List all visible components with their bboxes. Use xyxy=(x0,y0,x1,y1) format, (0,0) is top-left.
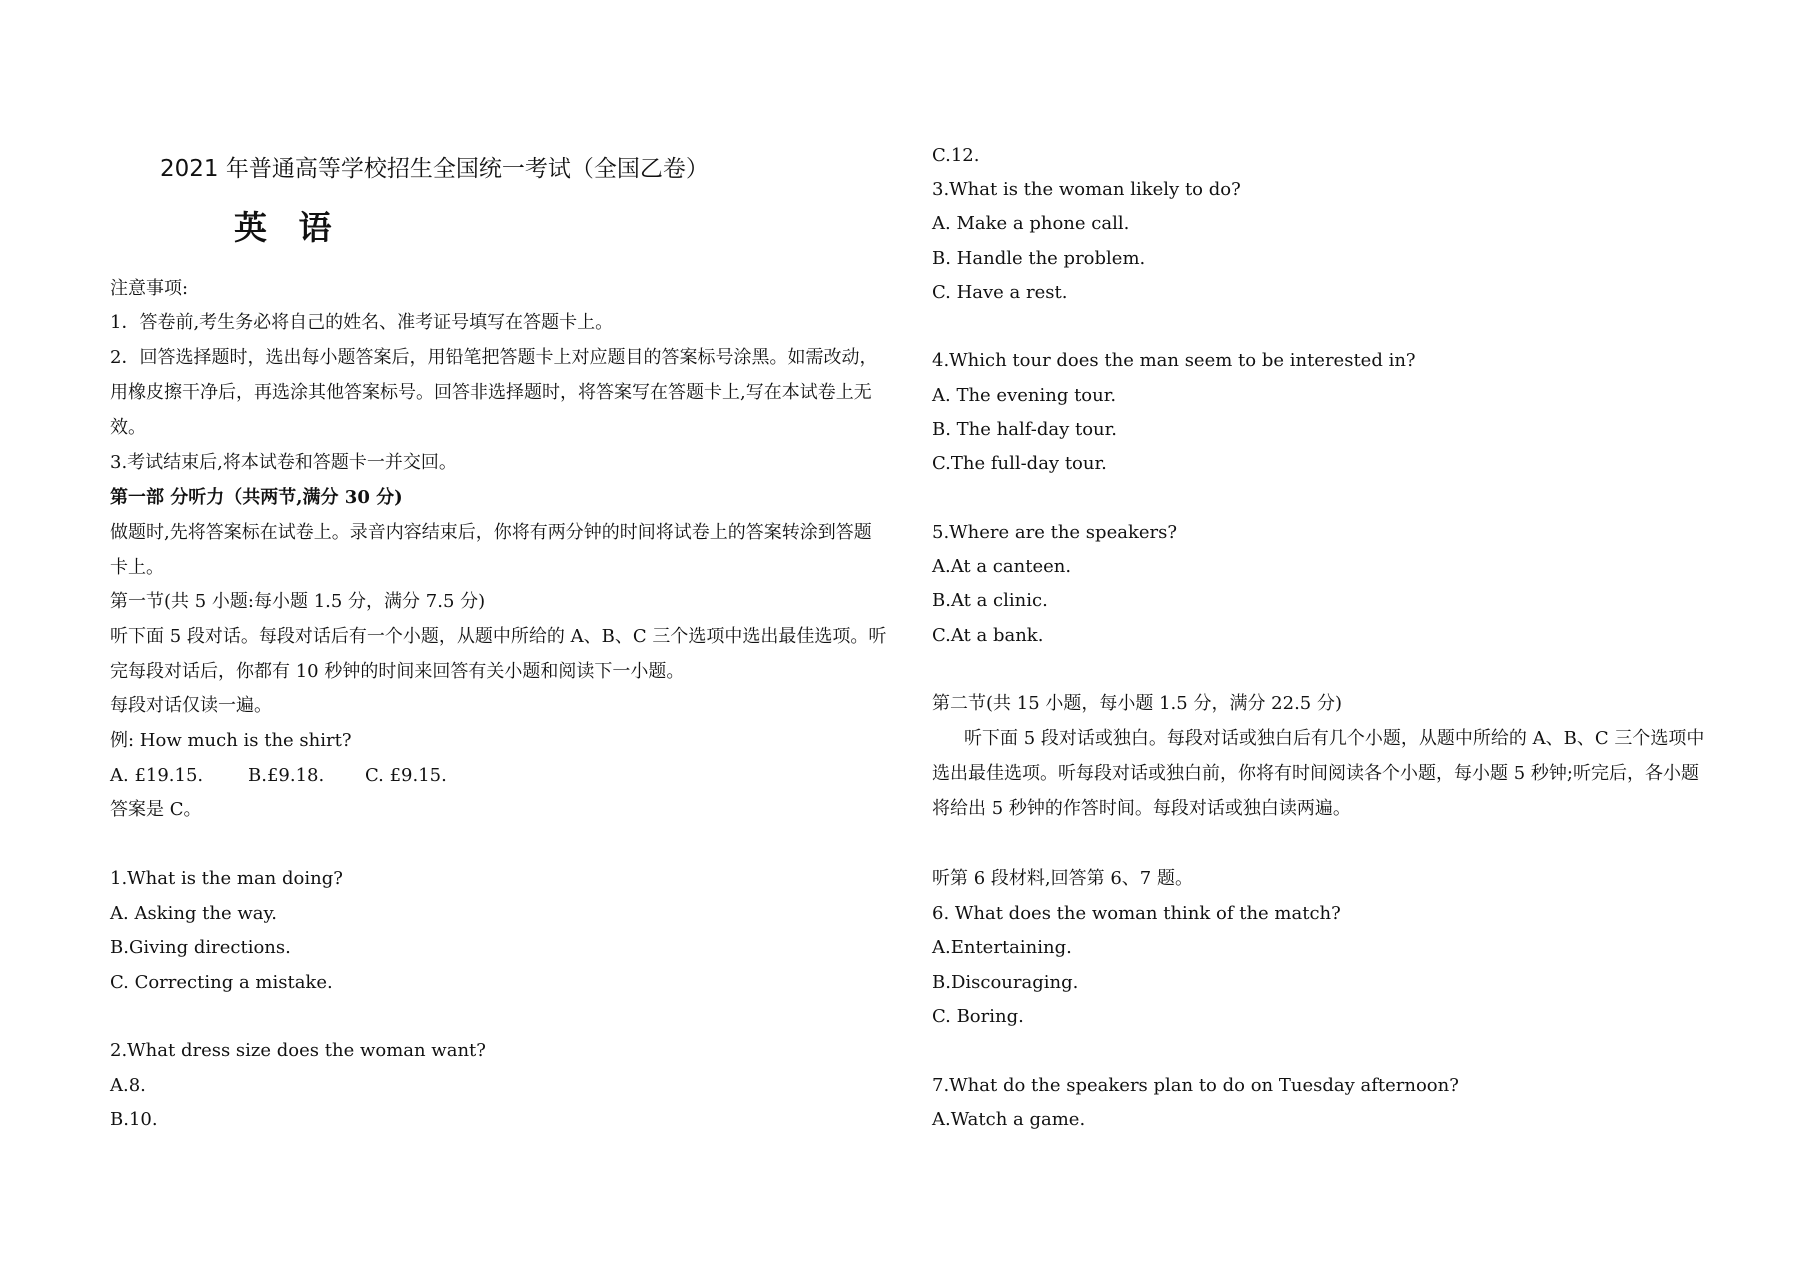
question-2-option-a: A.8. xyxy=(110,1075,146,1096)
question-7-option-a: A.Watch a game. xyxy=(932,1109,1086,1130)
question-3: 3.What is the woman likely to do? xyxy=(932,179,1241,200)
notice-item: 1．答卷前,考生务必将自己的姓名、准考证号填写在答题卡上。 xyxy=(110,312,614,333)
question-5: 5.Where are the speakers? xyxy=(932,522,1178,543)
notice-heading: 注意事项: xyxy=(110,278,189,299)
question-4-option-a: A. The evening tour. xyxy=(932,385,1117,406)
exam-title: 2021 年普通高等学校招生全国统一考试（全国乙卷） xyxy=(160,156,709,182)
question-5-option-b: B.At a clinic. xyxy=(932,590,1048,611)
notice-item: 用橡皮擦干净后，再选涂其他答案标号。回答非选择题时，将答案写在答题卡上,写在本试卷上无 xyxy=(110,382,872,403)
section2-instruction: 将给出 5 秒钟的作答时间。每段对话或独白读两遍。 xyxy=(932,798,1351,819)
question-1: 1.What is the man doing? xyxy=(110,868,343,889)
section2-instruction: 选出最佳选项。听每段对话或独白前，你将有时间阅读各个小题，每小题 5 秒钟;听完后，各小题 xyxy=(932,763,1699,784)
question-6: 6. What does the woman think of the match? xyxy=(932,903,1341,924)
question-3-option-a: A. Make a phone call. xyxy=(932,213,1130,234)
part1-instruction: 做题时,先将答案标在试卷上。录音内容结束后，你将有两分钟的时间将试卷上的答案转涂到答题 xyxy=(110,522,872,543)
section2-instruction: 听下面 5 段对话或独白。每段对话或独白后有几个小题，从题中所给的 A、B、C 三个选项中 xyxy=(964,728,1705,749)
question-2: 2.What dress size does the woman want? xyxy=(110,1040,486,1061)
question-4-option-b: B. The half-day tour. xyxy=(932,419,1117,440)
question-5-option-a: A.At a canteen. xyxy=(932,556,1072,577)
example-answer: 答案是 C。 xyxy=(110,799,202,820)
notice-item: 3.考试结束后,将本试卷和答题卡一并交回。 xyxy=(110,452,457,473)
section1-heading: 第一节(共 5 小题:每小题 1.5 分，满分 7.5 分) xyxy=(110,591,486,612)
question-4-option-c: C.The full-day tour. xyxy=(932,453,1107,474)
example-question: 例: How much is the shirt? xyxy=(110,730,352,751)
question-1-option-c: C. Correcting a mistake. xyxy=(110,972,333,993)
question-2-option-c: C.12. xyxy=(932,145,980,166)
subject-title: 英 语 xyxy=(234,208,342,247)
section2-heading: 第二节(共 15 小题，每小题 1.5 分，满分 22.5 分) xyxy=(932,693,1342,714)
section1-instruction: 听下面 5 段对话。每段对话后有一个小题，从题中所给的 A、B、C 三个选项中选出最佳选项。听 xyxy=(110,626,887,647)
material-6-heading: 听第 6 段材料,回答第 6、7 题。 xyxy=(932,868,1193,889)
question-1-option-a: A. Asking the way. xyxy=(110,903,278,924)
question-1-option-b: B.Giving directions. xyxy=(110,937,291,958)
section1-instruction: 每段对话仅读一遍。 xyxy=(110,695,272,716)
example-option-a: A. £19.15. xyxy=(110,765,204,786)
question-6-option-a: A.Entertaining. xyxy=(932,937,1072,958)
notice-item: 2．回答选择题时，选出每小题答案后，用铅笔把答题卡上对应题目的答案标号涂黑。如需改动， xyxy=(110,347,878,368)
question-5-option-c: C.At a bank. xyxy=(932,625,1044,646)
part1-heading: 第一部 分听力（共两节,满分 30 分) xyxy=(110,487,403,508)
question-3-option-c: C. Have a rest. xyxy=(932,282,1068,303)
example-options xyxy=(110,764,447,788)
example-option-b: B.£9.18. xyxy=(248,765,325,786)
notice-item: 效。 xyxy=(110,417,146,438)
question-3-option-b: B. Handle the problem. xyxy=(932,248,1146,269)
question-4: 4.Which tour does the man seem to be interested in? xyxy=(932,350,1416,371)
question-6-option-b: B.Discouraging. xyxy=(932,972,1079,993)
question-2-option-b: B.10. xyxy=(110,1109,158,1130)
question-6-option-c: C. Boring. xyxy=(932,1006,1024,1027)
section1-instruction: 完每段对话后，你都有 10 秒钟的时间来回答有关小题和阅读下一小题。 xyxy=(110,661,685,682)
part1-instruction: 卡上。 xyxy=(110,557,164,578)
question-7: 7.What do the speakers plan to do on Tuesday afternoon? xyxy=(932,1075,1459,1096)
example-option-c: C. £9.15. xyxy=(365,765,447,786)
